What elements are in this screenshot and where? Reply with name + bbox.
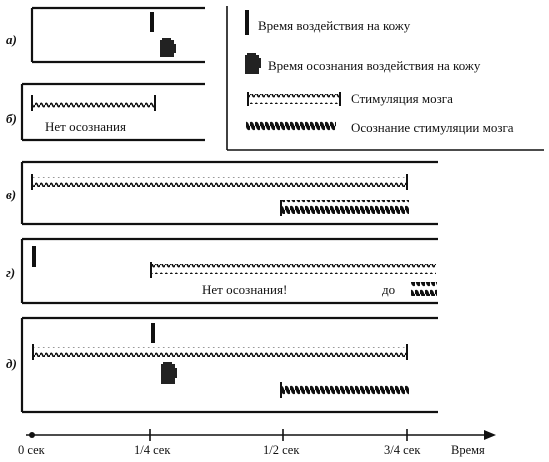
- until-caption: до: [382, 282, 396, 297]
- no-awareness-caption: Нет осознания!: [202, 282, 288, 297]
- panel-a-frame: [32, 8, 205, 62]
- panel-v-frame: [22, 162, 438, 224]
- skin-stimulus-mark: [32, 246, 36, 267]
- panel-d-frame: [22, 318, 438, 412]
- brain-stimulation-wave: [151, 264, 436, 274]
- legend-skin-awareness-label: Время осознания воздействия на кожу: [268, 58, 481, 73]
- legend-skin-awareness-mark: [245, 53, 261, 74]
- tick-label-0: 0 сек: [18, 443, 45, 457]
- brain-awareness-wave: [281, 383, 409, 397]
- skin-awareness-mark: [161, 362, 177, 384]
- legend-skin-stimulus-mark: [245, 10, 249, 35]
- brain-stimulation-wave: [32, 98, 155, 108]
- panel-label-b: б): [6, 111, 17, 126]
- time-axis: [26, 429, 496, 441]
- panel-label-g: г): [6, 265, 16, 280]
- skin-awareness-mark: [160, 38, 176, 57]
- tick-label-quarter: 1/4 сек: [134, 443, 171, 457]
- legend-brain-awareness-label: Осознание стимуляции мозга: [351, 120, 514, 135]
- legend-brain-awareness-mark: [246, 120, 336, 132]
- panel-label-a: а): [6, 32, 17, 47]
- no-awareness-caption: Нет осознания: [45, 119, 126, 134]
- brain-stimulation-wave: [32, 177, 407, 187]
- brain-stimulation-wave: [33, 347, 407, 357]
- panel-label-d: д): [6, 356, 17, 371]
- tick-label-half: 1/2 сек: [263, 443, 300, 457]
- tick-label-three-quarters: 3/4 сек: [384, 443, 421, 457]
- brain-awareness-wave: [281, 200, 409, 214]
- legend-skin-stimulus-label: Время воздействия на кожу: [258, 18, 411, 33]
- skin-stimulus-mark: [150, 12, 154, 32]
- legend-brain-stimulation-label: Стимуляция мозга: [351, 91, 453, 106]
- axis-label-time: Время: [451, 443, 485, 457]
- brain-awareness-wave: [411, 282, 437, 296]
- legend-brain-stimulation-mark: [248, 92, 340, 106]
- skin-stimulus-mark: [151, 323, 155, 343]
- panel-label-v: в): [6, 187, 17, 202]
